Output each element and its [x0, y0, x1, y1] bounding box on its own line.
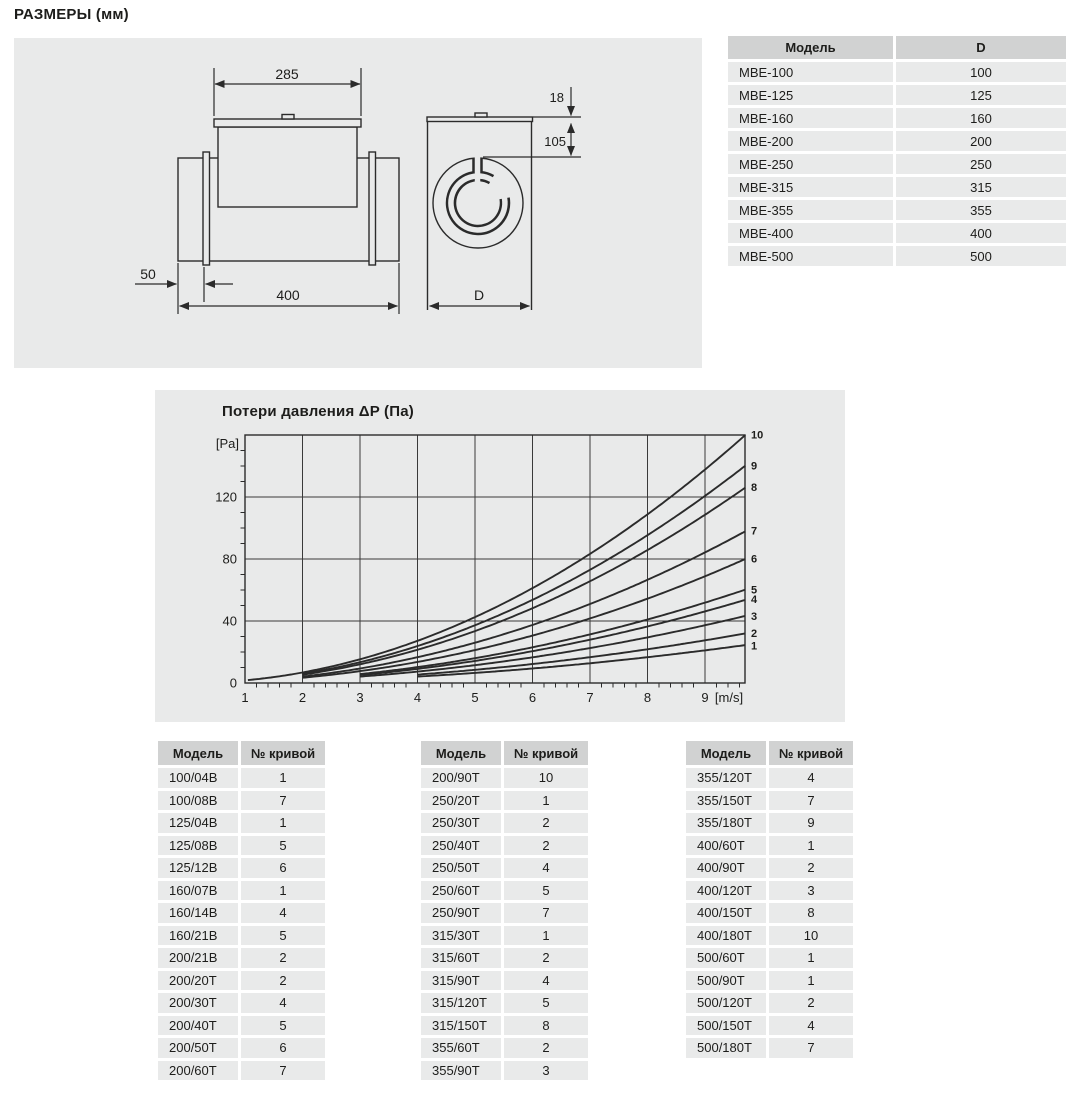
- cell-model: 200/21В: [158, 948, 238, 968]
- cell-model: 125/08В: [158, 836, 238, 856]
- curve-label-2: 2: [751, 627, 758, 640]
- cell-model: 250/30Т: [421, 813, 501, 833]
- y-tick-label: 80: [222, 551, 237, 567]
- chart-title: Потери давления ΔP (Па): [222, 403, 414, 420]
- curve-label-9: 9: [751, 460, 758, 473]
- cell-model: 355/180Т: [686, 813, 766, 833]
- cell-value: 4: [504, 971, 588, 991]
- cell-value: 10: [504, 768, 588, 788]
- cell-value: 1: [769, 971, 853, 991]
- side-view: [178, 115, 399, 266]
- front-view: [427, 113, 533, 310]
- cell-model: 315/120Т: [421, 993, 501, 1013]
- cell-model: 315/30Т: [421, 926, 501, 946]
- cell-model: МВЕ-160: [728, 108, 893, 128]
- cell-model: 500/60Т: [686, 948, 766, 968]
- cell-value: 10: [769, 926, 853, 946]
- x-tick-label: 9: [701, 690, 709, 705]
- cell-model: 100/08В: [158, 791, 238, 811]
- curve-label-5: 5: [751, 584, 758, 597]
- column-header-value: № кривой: [769, 741, 853, 765]
- cell-value: 4: [504, 858, 588, 878]
- cell-model: 400/150Т: [686, 903, 766, 923]
- cell-value: 4: [241, 993, 325, 1013]
- cell-model: 500/120Т: [686, 993, 766, 1013]
- cell-value: 6: [241, 1038, 325, 1058]
- cell-model: 355/150Т: [686, 791, 766, 811]
- model-diameter-table: [728, 36, 1066, 266]
- curve-label-8: 8: [751, 482, 758, 495]
- x-tick-label: 5: [471, 690, 479, 705]
- cell-model: 500/150Т: [686, 1016, 766, 1036]
- column-header-value: № кривой: [504, 741, 588, 765]
- cell-model: МВЕ-315: [728, 177, 893, 197]
- terminal-box: [218, 127, 357, 207]
- cell-model: 315/90Т: [421, 971, 501, 991]
- cell-model: 315/150Т: [421, 1016, 501, 1036]
- cell-value: 9: [769, 813, 853, 833]
- cell-value: 2: [504, 813, 588, 833]
- cell-value: 250: [896, 154, 1066, 174]
- column-header-model: Модель: [686, 741, 766, 765]
- curve-8: [303, 488, 746, 675]
- cell-model: 315/60Т: [421, 948, 501, 968]
- curve-label-3: 3: [751, 610, 758, 623]
- duct-heater-drawing: [14, 38, 702, 368]
- curve-2: [418, 633, 746, 674]
- cell-model: МВЕ-400: [728, 223, 893, 243]
- cell-model: 160/07В: [158, 881, 238, 901]
- cell-value: 2: [504, 1038, 588, 1058]
- x-tick-label: 2: [298, 690, 307, 705]
- cell-value: 5: [504, 993, 588, 1013]
- cell-model: 500/90Т: [686, 971, 766, 991]
- cell-value: 1: [241, 768, 325, 788]
- cell-value: 5: [241, 926, 325, 946]
- cell-value: 1: [241, 881, 325, 901]
- dim-50-label: 50: [140, 266, 156, 282]
- cell-model: 355/90Т: [421, 1061, 501, 1081]
- dim-285-label: 285: [275, 66, 299, 82]
- cell-model: 400/180Т: [686, 926, 766, 946]
- column-header-model: Модель: [158, 741, 238, 765]
- x-tick-label: 3: [356, 690, 364, 705]
- x-tick-label: 8: [643, 690, 652, 705]
- cell-value: 5: [241, 836, 325, 856]
- cell-model: 355/120Т: [686, 768, 766, 788]
- cell-model: МВЕ-200: [728, 131, 893, 151]
- cell-value: 125: [896, 85, 1066, 105]
- pressure-loss-chart-panel: [155, 390, 845, 722]
- cell-model: 250/20Т: [421, 791, 501, 811]
- cell-value: 2: [241, 971, 325, 991]
- cell-value: 4: [769, 1016, 853, 1036]
- column-header-value: № кривой: [241, 741, 325, 765]
- cell-value: 1: [769, 948, 853, 968]
- cell-model: 200/30Т: [158, 993, 238, 1013]
- cell-value: 2: [769, 858, 853, 878]
- cell-value: 100: [896, 62, 1066, 82]
- curve-label-10: 10: [751, 429, 764, 442]
- cell-model: МВЕ-100: [728, 62, 893, 82]
- cell-model: 200/50Т: [158, 1038, 238, 1058]
- pressure-loss-chart: [155, 390, 845, 722]
- cell-value: 4: [769, 768, 853, 788]
- lid-nub: [282, 115, 294, 120]
- curve-table-3: [686, 741, 853, 1058]
- cell-model: 250/60Т: [421, 881, 501, 901]
- cell-value: 200: [896, 131, 1066, 151]
- cell-model: 200/60Т: [158, 1061, 238, 1081]
- cell-model: 200/40Т: [158, 1016, 238, 1036]
- cell-value: 7: [769, 791, 853, 811]
- y-tick-label: 40: [222, 613, 237, 629]
- front-lid-nub: [475, 113, 487, 117]
- cell-value: 1: [504, 791, 588, 811]
- flange-ring-left: [203, 152, 210, 265]
- cell-value: 160: [896, 108, 1066, 128]
- cell-value: 5: [241, 1016, 325, 1036]
- cell-value: 1: [504, 926, 588, 946]
- cell-model: 160/21В: [158, 926, 238, 946]
- cell-value: 2: [241, 948, 325, 968]
- cell-model: 500/180Т: [686, 1038, 766, 1058]
- dim-18-label: 18: [549, 90, 564, 105]
- cell-model: МВЕ-355: [728, 200, 893, 220]
- dimensions-drawing-panel: [14, 38, 702, 368]
- cell-value: 5: [504, 881, 588, 901]
- cell-model: 125/04В: [158, 813, 238, 833]
- terminal-box-lid: [214, 119, 361, 127]
- cell-value: 315: [896, 177, 1066, 197]
- cell-value: 3: [769, 881, 853, 901]
- cell-value: 8: [769, 903, 853, 923]
- cell-value: 3: [504, 1061, 588, 1081]
- curve-10: [248, 435, 745, 680]
- cell-value: 7: [769, 1038, 853, 1058]
- column-header-value: D: [896, 36, 1066, 59]
- cell-model: 100/04В: [158, 768, 238, 788]
- x-tick-label: 7: [586, 690, 594, 705]
- cell-model: 160/14В: [158, 903, 238, 923]
- column-header-model: Модель: [421, 741, 501, 765]
- cell-model: 400/90Т: [686, 858, 766, 878]
- x-axis-unit-label: [m/s]: [714, 690, 744, 705]
- cell-value: 7: [241, 1061, 325, 1081]
- cell-model: 250/50Т: [421, 858, 501, 878]
- cell-value: 4: [241, 903, 325, 923]
- cell-model: 250/90Т: [421, 903, 501, 923]
- curve-label-4: 4: [751, 593, 758, 606]
- cell-value: 500: [896, 246, 1066, 266]
- cell-model: 125/12В: [158, 858, 238, 878]
- curve-label-1: 1: [751, 640, 758, 653]
- y-axis-unit-label: [Pa]: [215, 436, 239, 451]
- cell-value: 6: [241, 858, 325, 878]
- y-tick-label: 120: [215, 489, 237, 505]
- flange-ring-right: [369, 152, 376, 265]
- cell-model: 250/40Т: [421, 836, 501, 856]
- cell-value: 400: [896, 223, 1066, 243]
- cell-model: 400/60Т: [686, 836, 766, 856]
- x-tick-label: 4: [413, 690, 422, 705]
- cell-value: 1: [769, 836, 853, 856]
- cell-value: 2: [504, 948, 588, 968]
- cell-model: 355/60Т: [421, 1038, 501, 1058]
- cell-value: 8: [504, 1016, 588, 1036]
- curve-table-1: [158, 741, 325, 1080]
- dim-D-label: D: [473, 287, 485, 303]
- curve-label-6: 6: [751, 553, 758, 566]
- cell-model: 400/120Т: [686, 881, 766, 901]
- cell-model: 200/20Т: [158, 971, 238, 991]
- dim-400-label: 400: [276, 287, 300, 303]
- cell-value: 1: [241, 813, 325, 833]
- page-title: РАЗМЕРЫ (мм): [14, 6, 129, 23]
- cell-model: МВЕ-500: [728, 246, 893, 266]
- curve-label-7: 7: [751, 525, 758, 538]
- cell-value: 7: [241, 791, 325, 811]
- cell-value: 2: [504, 836, 588, 856]
- column-header-model: Модель: [728, 36, 893, 59]
- cell-model: МВЕ-250: [728, 154, 893, 174]
- dim-105-label: 105: [544, 134, 566, 149]
- cell-value: 7: [504, 903, 588, 923]
- x-tick-label: 1: [241, 690, 249, 705]
- cell-model: 200/90Т: [421, 768, 501, 788]
- cell-value: 2: [769, 993, 853, 1013]
- x-tick-label: 6: [528, 690, 537, 705]
- y-tick-label: 0: [229, 675, 237, 691]
- curve-table-2: [421, 741, 588, 1080]
- cell-value: 355: [896, 200, 1066, 220]
- cell-model: МВЕ-125: [728, 85, 893, 105]
